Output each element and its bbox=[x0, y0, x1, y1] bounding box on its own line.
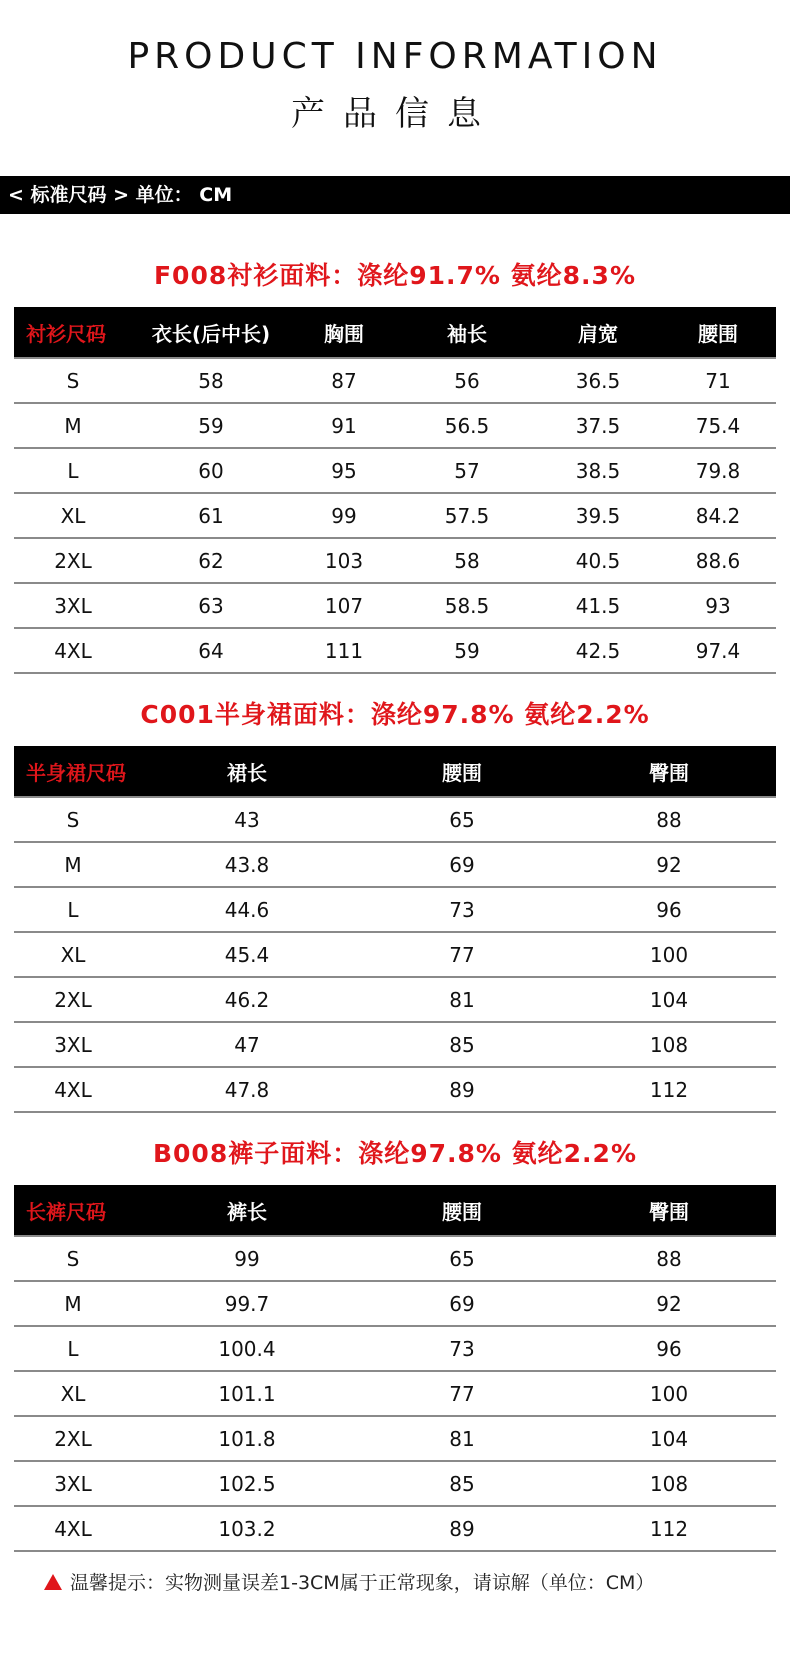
table-row bbox=[14, 538, 776, 583]
measurement-cell: 107 bbox=[290, 583, 398, 628]
shirt-size-table bbox=[14, 307, 776, 674]
column-header: 衬衫尺码 bbox=[14, 307, 132, 358]
measurement-cell: 96 bbox=[562, 1326, 776, 1371]
measurement-cell: 62 bbox=[132, 538, 290, 583]
table-row bbox=[14, 1281, 776, 1326]
measurement-cell: 61 bbox=[132, 493, 290, 538]
measurement-cell: 85 bbox=[362, 1461, 562, 1506]
measurement-cell: 103.2 bbox=[132, 1506, 362, 1551]
size-label-cell: M bbox=[14, 842, 132, 887]
measurement-cell: 99 bbox=[132, 1236, 362, 1281]
measurement-cell: 41.5 bbox=[536, 583, 660, 628]
column-header: 长裤尺码 bbox=[14, 1185, 132, 1236]
size-label-cell: 3XL bbox=[14, 583, 132, 628]
measurement-cell: 38.5 bbox=[536, 448, 660, 493]
measurement-cell: 93 bbox=[660, 583, 776, 628]
size-label-cell: S bbox=[14, 358, 132, 403]
size-label-cell: M bbox=[14, 1281, 132, 1326]
measurement-cell: 104 bbox=[562, 1416, 776, 1461]
measurement-cell: 99.7 bbox=[132, 1281, 362, 1326]
table-row bbox=[14, 1506, 776, 1551]
unit-bar: < 标准尺码 > 单位： CM bbox=[0, 176, 790, 214]
size-label-cell: L bbox=[14, 887, 132, 932]
measurement-cell: 100 bbox=[562, 1371, 776, 1416]
size-label-cell: 2XL bbox=[14, 538, 132, 583]
shirt-fabric-title: F008衬衫面料：涤纶91.7% 氨纶8.3% bbox=[153, 261, 637, 290]
measurement-cell: 73 bbox=[362, 1326, 562, 1371]
measurement-cell: 108 bbox=[562, 1461, 776, 1506]
measurement-cell: 103 bbox=[290, 538, 398, 583]
size-label-cell: S bbox=[14, 1236, 132, 1281]
warning-triangle-icon bbox=[44, 1574, 62, 1590]
measurement-cell: 112 bbox=[562, 1506, 776, 1551]
measurement-cell: 95 bbox=[290, 448, 398, 493]
measurement-cell: 102.5 bbox=[132, 1461, 362, 1506]
shirt-table-body bbox=[14, 358, 776, 673]
table-row bbox=[14, 932, 776, 977]
measurement-cell: 87 bbox=[290, 358, 398, 403]
measurement-cell: 60 bbox=[132, 448, 290, 493]
measurement-cell: 77 bbox=[362, 932, 562, 977]
column-header: 腰围 bbox=[362, 1185, 562, 1236]
table-row bbox=[14, 403, 776, 448]
size-label-cell: XL bbox=[14, 1371, 132, 1416]
measurement-cell: 96 bbox=[562, 887, 776, 932]
measurement-cell: 91 bbox=[290, 403, 398, 448]
column-header: 腰围 bbox=[660, 307, 776, 358]
table-row bbox=[14, 1067, 776, 1112]
table-row bbox=[14, 1326, 776, 1371]
measurement-cell: 88.6 bbox=[660, 538, 776, 583]
measurement-cell: 73 bbox=[362, 887, 562, 932]
measurement-cell: 63 bbox=[132, 583, 290, 628]
measurement-cell: 59 bbox=[398, 628, 536, 673]
size-label-cell: XL bbox=[14, 493, 132, 538]
measurement-cell: 77 bbox=[362, 1371, 562, 1416]
table-row bbox=[14, 1371, 776, 1416]
measurement-cell: 100.4 bbox=[132, 1326, 362, 1371]
size-label-cell: 2XL bbox=[14, 977, 132, 1022]
size-label-cell: 4XL bbox=[14, 628, 132, 673]
skirt-fabric-title: C001半身裙面料：涤纶97.8% 氨纶2.2% bbox=[140, 700, 650, 729]
measurement-cell: 56 bbox=[398, 358, 536, 403]
table-row bbox=[14, 358, 776, 403]
measurement-cell: 99 bbox=[290, 493, 398, 538]
measurement-cell: 44.6 bbox=[132, 887, 362, 932]
measurement-cell: 71 bbox=[660, 358, 776, 403]
table-row bbox=[14, 493, 776, 538]
table-row bbox=[14, 583, 776, 628]
column-header: 衣长(后中长) bbox=[132, 307, 290, 358]
table-header-row bbox=[14, 1185, 776, 1236]
pants-fabric-title: B008裤子面料：涤纶97.8% 氨纶2.2% bbox=[152, 1139, 637, 1168]
measurement-cell: 84.2 bbox=[660, 493, 776, 538]
measurement-cell: 89 bbox=[362, 1506, 562, 1551]
measurement-cell: 92 bbox=[562, 842, 776, 887]
skirt-table-body bbox=[14, 797, 776, 1112]
measurement-cell: 43.8 bbox=[132, 842, 362, 887]
size-label-cell: L bbox=[14, 1326, 132, 1371]
table-row bbox=[14, 1461, 776, 1506]
skirt-size-table bbox=[14, 746, 776, 1113]
measurement-cell: 56.5 bbox=[398, 403, 536, 448]
size-label-cell: 4XL bbox=[14, 1506, 132, 1551]
size-label-cell: L bbox=[14, 448, 132, 493]
measurement-cell: 81 bbox=[362, 977, 562, 1022]
measurement-cell: 59 bbox=[132, 403, 290, 448]
measurement-cell: 58 bbox=[132, 358, 290, 403]
measurement-cell: 88 bbox=[562, 1236, 776, 1281]
table-row bbox=[14, 977, 776, 1022]
measurement-cell: 47 bbox=[132, 1022, 362, 1067]
column-header: 臀围 bbox=[562, 1185, 776, 1236]
pants-table-body bbox=[14, 1236, 776, 1551]
measurement-cell: 65 bbox=[362, 797, 562, 842]
column-header: 裤长 bbox=[132, 1185, 362, 1236]
size-label-cell: XL bbox=[14, 932, 132, 977]
table-row bbox=[14, 1022, 776, 1067]
page-title-cn: 产品信息 bbox=[291, 94, 499, 134]
measurement-cell: 40.5 bbox=[536, 538, 660, 583]
measurement-cell: 58 bbox=[398, 538, 536, 583]
measurement-cell: 47.8 bbox=[132, 1067, 362, 1112]
measurement-cell: 112 bbox=[562, 1067, 776, 1112]
measurement-cell: 104 bbox=[562, 977, 776, 1022]
measurement-cell: 111 bbox=[290, 628, 398, 673]
column-header: 肩宽 bbox=[536, 307, 660, 358]
measurement-cell: 85 bbox=[362, 1022, 562, 1067]
column-header: 胸围 bbox=[290, 307, 398, 358]
pants-size-table bbox=[14, 1185, 776, 1552]
table-row bbox=[14, 628, 776, 673]
table-row bbox=[14, 1416, 776, 1461]
column-header: 腰围 bbox=[362, 746, 562, 797]
measurement-cell: 89 bbox=[362, 1067, 562, 1112]
measurement-cell: 79.8 bbox=[660, 448, 776, 493]
table-row bbox=[14, 842, 776, 887]
table-row bbox=[14, 1236, 776, 1281]
measurement-cell: 101.1 bbox=[132, 1371, 362, 1416]
size-label-cell: 3XL bbox=[14, 1022, 132, 1067]
table-header-row bbox=[14, 746, 776, 797]
measurement-cell: 69 bbox=[362, 842, 562, 887]
table-row bbox=[14, 797, 776, 842]
measurement-cell: 46.2 bbox=[132, 977, 362, 1022]
footer-note-text: 温馨提示：实物测量误差1-3CM属于正常现象，请谅解（单位：CM） bbox=[70, 1572, 655, 1594]
page-title-en: PRODUCT INFORMATION bbox=[127, 36, 663, 77]
footer-note bbox=[44, 1568, 654, 1595]
size-label-cell: M bbox=[14, 403, 132, 448]
measurement-cell: 42.5 bbox=[536, 628, 660, 673]
column-header: 半身裙尺码 bbox=[14, 746, 132, 797]
measurement-cell: 37.5 bbox=[536, 403, 660, 448]
measurement-cell: 58.5 bbox=[398, 583, 536, 628]
measurement-cell: 100 bbox=[562, 932, 776, 977]
size-label-cell: 4XL bbox=[14, 1067, 132, 1112]
measurement-cell: 81 bbox=[362, 1416, 562, 1461]
table-header-row bbox=[14, 307, 776, 358]
size-label-cell: 3XL bbox=[14, 1461, 132, 1506]
measurement-cell: 92 bbox=[562, 1281, 776, 1326]
column-header: 裙长 bbox=[132, 746, 362, 797]
measurement-cell: 101.8 bbox=[132, 1416, 362, 1461]
measurement-cell: 45.4 bbox=[132, 932, 362, 977]
measurement-cell: 65 bbox=[362, 1236, 562, 1281]
size-label-cell: 2XL bbox=[14, 1416, 132, 1461]
measurement-cell: 97.4 bbox=[660, 628, 776, 673]
table-row bbox=[14, 887, 776, 932]
measurement-cell: 57.5 bbox=[398, 493, 536, 538]
measurement-cell: 36.5 bbox=[536, 358, 660, 403]
measurement-cell: 75.4 bbox=[660, 403, 776, 448]
measurement-cell: 57 bbox=[398, 448, 536, 493]
column-header: 袖长 bbox=[398, 307, 536, 358]
measurement-cell: 64 bbox=[132, 628, 290, 673]
column-header: 臀围 bbox=[562, 746, 776, 797]
measurement-cell: 43 bbox=[132, 797, 362, 842]
measurement-cell: 69 bbox=[362, 1281, 562, 1326]
measurement-cell: 39.5 bbox=[536, 493, 660, 538]
measurement-cell: 88 bbox=[562, 797, 776, 842]
table-row bbox=[14, 448, 776, 493]
size-label-cell: S bbox=[14, 797, 132, 842]
measurement-cell: 108 bbox=[562, 1022, 776, 1067]
